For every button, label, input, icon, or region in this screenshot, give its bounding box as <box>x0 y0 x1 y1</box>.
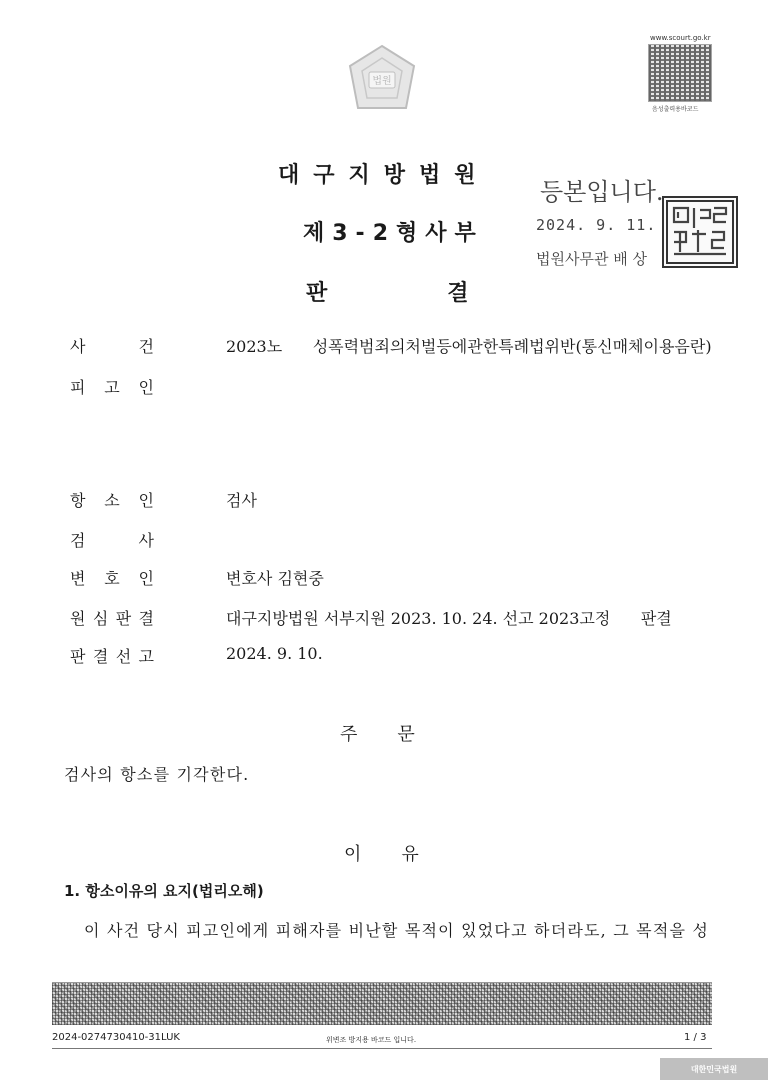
barcode-notice: 위변조 방지용 바코드 입니다. <box>326 1036 417 1044</box>
document-id: 2024-0274730410-31LUK <box>52 1032 180 1043</box>
anti-forgery-barcode <box>52 982 712 1025</box>
appellant-label: 항 소 인 <box>70 491 154 510</box>
counsel-label: 변 호 인 <box>70 569 154 588</box>
certified-copy-stamp: 등본입니다. <box>540 178 664 206</box>
original-judgment-label: 원 심 판 결 <box>70 609 154 628</box>
court-footer-label: 대한민국법원 <box>660 1058 768 1080</box>
certification-clerk: 법원사무관 배 상 <box>536 250 647 268</box>
case-info-row-counsel <box>70 566 154 589</box>
qr-caption: 음성출력용바코드 <box>652 106 699 113</box>
sentence-date-value: 2024. 9. 10. <box>226 644 323 663</box>
emblem-text: 법원 <box>372 76 392 87</box>
case-info-row-defendant <box>70 375 154 398</box>
case-info-row-original-judgment <box>70 606 154 629</box>
case-label: 사 건 <box>70 337 154 356</box>
qr-url: www.scourt.go.kr <box>650 34 711 42</box>
defendant-label: 피 고 인 <box>70 378 154 397</box>
appellant-value: 검사 <box>226 491 257 510</box>
prosecutor-label: 검 사 <box>70 531 154 550</box>
reasons-heading: 이유 <box>344 844 459 865</box>
certification-date: 2024. 9. 11. <box>536 216 657 234</box>
qr-code-icon <box>648 44 712 102</box>
case-info-row-appellant <box>70 488 154 511</box>
page-number: 1 / 3 <box>684 1032 707 1043</box>
original-judgment-value: 대구지방법원 서부지원 2023. 10. 24. 선고 2023고정 판결 <box>226 609 672 628</box>
order-heading: 주문 <box>340 724 455 745</box>
court-title: 대구지방법원 <box>278 163 490 188</box>
document-type-title: 판결 <box>306 281 589 306</box>
case-value: 2023노 성폭력범죄의처벌등에관한특례법위반(통신매체이용음란) <box>226 337 712 356</box>
sentence-date-label: 판 결 선 고 <box>70 647 154 666</box>
section-1-title: 1. 항소이유의 요지(법리오해) <box>64 882 264 900</box>
case-info-row-prosecutor <box>70 528 154 551</box>
case-info-row-sentence-date <box>70 644 154 667</box>
counsel-value: 변호사 김현중 <box>226 569 324 588</box>
official-seal-icon <box>662 196 738 268</box>
order-text: 검사의 항소를 기각한다. <box>64 765 250 784</box>
division-title: 제3-2형사부 <box>303 221 484 246</box>
footer-divider <box>52 1048 712 1049</box>
court-emblem-logo <box>344 42 420 118</box>
section-1-text: 이 사건 당시 피고인에게 피해자를 비난할 목적이 있었다고 하더라도, 그 목적을 성 <box>84 921 710 940</box>
case-info-row-case <box>70 334 154 357</box>
